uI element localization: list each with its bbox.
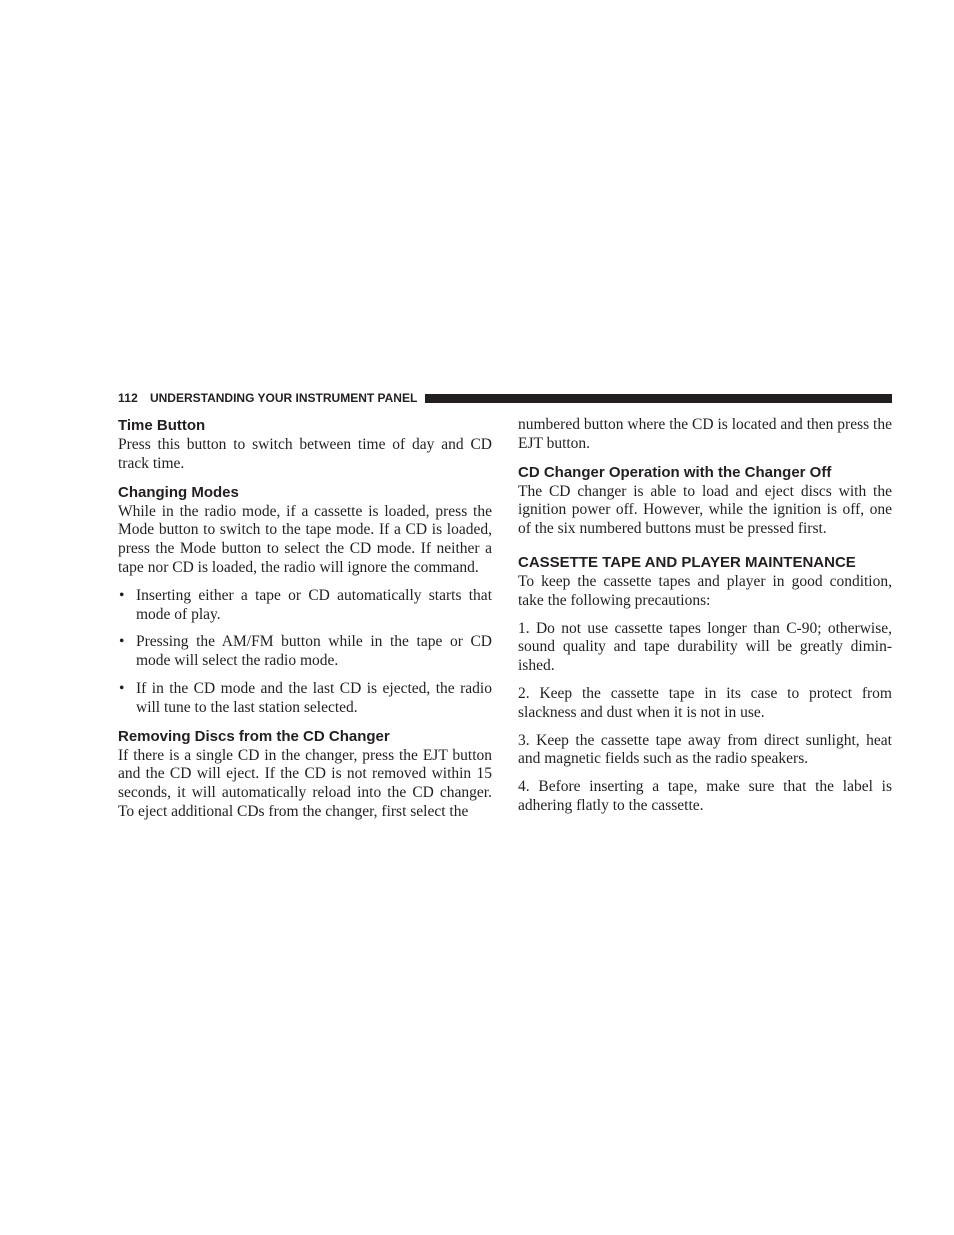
paragraph-removing-discs: If there is a single CD in the changer, press the EJT button and the CD will eject. If the CD is not removed within 15 seconds, it will automatically reload into the CD changer. To eject additional CDs from the changer, first select the: [118, 746, 492, 820]
section-title: UNDERSTANDING YOUR INSTRUMENT PANEL: [149, 391, 418, 405]
heading-removing-discs: Removing Discs from the CD Changer: [118, 727, 390, 745]
header-rule: [425, 394, 892, 403]
bullet-list: [118, 587, 492, 718]
maintenance-item: 2. Keep the cassette tape in its case to protect from slackness and dust when it is not in use.: [518, 684, 892, 721]
bullet-item: [118, 587, 492, 625]
maintenance-item: 3. Keep the cassette tape away from direct sunlight, heat and magnetic fields such as the radio speakers.: [518, 731, 892, 768]
bullet-icon: •: [119, 633, 125, 651]
paragraph-continued: numbered button where the CD is located and then press the EJT button.: [518, 416, 892, 452]
paragraph-maintenance-intro: To keep the cassette tapes and player in good condition, take the following precautions:: [518, 572, 892, 609]
maintenance-item: 4. Before inserting a tape, make sure that the label is adhering flatly to the cassette.: [518, 778, 892, 814]
maintenance-item: 1. Do not use cassette tapes longer than C-90; otherwise, sound quality and tape durability will be greatly dimin-ished.: [518, 619, 892, 675]
bullet-item: [118, 633, 492, 671]
heading-changing-modes: Changing Modes: [118, 483, 239, 501]
heading-changer-off: CD Changer Operation with the Changer Off: [518, 463, 832, 481]
paragraph-changer-off: The CD changer is able to load and eject discs with the ignition power off. However, while the ignition is off, one of the six numbered buttons must be pressed first.: [518, 482, 892, 538]
paragraph-changing-modes: While in the radio mode, if a cassette is loaded, press the Mode button to switch to the tape mode. If a CD is loaded, press the Mode button to select the CD mode. If neither a tape nor CD is loaded, the radio will ignore the command.: [118, 502, 492, 576]
bullet-text: Pressing the AM/FM button while in the tape or CD mode will select the radio mode.: [136, 633, 492, 670]
page-number: 112: [118, 391, 138, 405]
bullet-item: [118, 680, 492, 718]
heading-time-button: Time Button: [118, 417, 206, 434]
bullet-text: If in the CD mode and the last CD is ejected, the radio will tune to the last station selected.: [136, 679, 492, 716]
page-header: [118, 389, 892, 407]
right-column: [518, 416, 892, 816]
bullet-text: Inserting either a tape or CD automatically starts that mode of play.: [136, 586, 492, 623]
left-column: [118, 416, 492, 822]
bullet-icon: •: [119, 679, 125, 697]
heading-maintenance: CASSETTE TAPE AND PLAYER MAINTENANCE: [518, 553, 856, 571]
bullet-icon: •: [119, 586, 125, 604]
paragraph-time-button: Press this button to switch between time of day and CD track time.: [118, 436, 492, 472]
